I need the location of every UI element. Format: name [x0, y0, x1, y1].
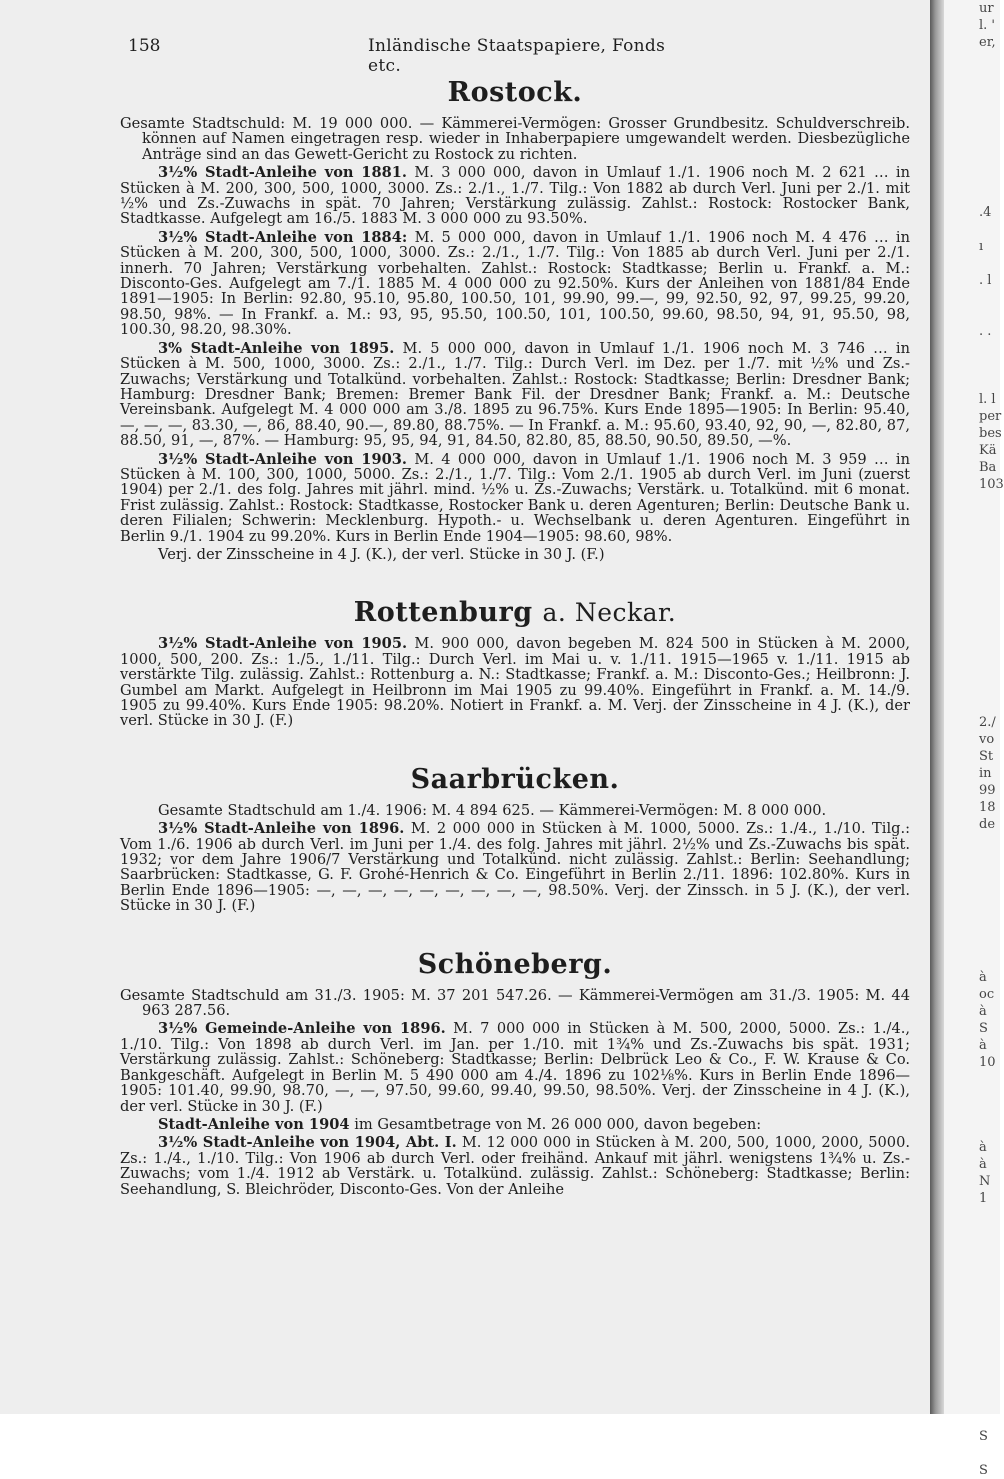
- rostock-loan-1903: [120, 452, 910, 544]
- schoeneberg-loan-1904-intro: [120, 1117, 910, 1132]
- fragment-line: [944, 289, 1000, 306]
- city-name: Rottenburg: [353, 597, 533, 629]
- fragment-line: S: [979, 1463, 988, 1478]
- fragment-line: [944, 68, 1000, 85]
- fragment-line: oc: [979, 987, 995, 1002]
- fragment-line: [944, 306, 1000, 323]
- fragment-line: [944, 901, 1000, 918]
- fragment-line: à: [979, 1157, 987, 1172]
- fragment-line: [944, 612, 1000, 629]
- fragment-line: de: [979, 817, 996, 832]
- fragment-line: [944, 1224, 1000, 1241]
- rostock-verjaehrung: Verj. der Zinsscheine in 4 J. (K.), der verl. Stücke in 30 J. (F.): [158, 545, 605, 563]
- fragment-line: [944, 527, 1000, 544]
- fragment-line: [944, 935, 1000, 952]
- fragment-line: [944, 884, 1000, 901]
- fragment-line: [944, 1122, 1000, 1139]
- section-title-schoeneberg: Schöneberg.: [417, 948, 613, 980]
- loan-text: M. 5 000 000, davon in Umlauf 1./1. 1906 noch M. 3 746 … in Stücken à M. 500, 1000, 3000. Zs.: 2./1., 1./7. Tilg.: Durch Verl. im Dez. per 1./7. mit ½% und Zs.-Zuwachs; Verstärkung und Totalkünd. vorbehalten. Zahlst.: Rostock: Stadtkasse; Berlin: Dresdner Bank; Hamburg: Dresdner Bank; Bremen: Bremer Bank Fil. der Dresdner Bank; Frankf. a. M.: Deutsche Vereinsbank. Aufgelegt M. 4 000 000 am 3./8. 1895 zu 96.75%. Kurs Ende 1895—1905: In Berlin: 95.40, —, —, —, 83.30, —, 86, 88.40, 90.—, 89.80, 88.75%. — In Frankf. a. M.: 95.60, 93.40, 92, 90, —, 82.80, 87, 88.50, 91, —, 87%. — Hamburg: 95, 95, 94, 91, 84.50, 82.80, 85, 88.50, 90.50, 89.50, —%.: [120, 339, 910, 450]
- fragment-line: [944, 1292, 1000, 1309]
- loan-heading: 3½% Stadt-Anleihe von 1884:: [158, 228, 408, 246]
- fragment-line: er,: [979, 35, 996, 50]
- schoeneberg-loan-1896: [120, 1021, 910, 1113]
- loan-heading: 3½% Stadt-Anleihe von 1904, Abt. I.: [158, 1134, 457, 1152]
- loan-heading: Stadt-Anleihe von 1904: [158, 1115, 350, 1133]
- fragment-line: [944, 867, 1000, 884]
- fragment-line: St: [979, 749, 994, 764]
- fragment-line: à: [979, 1004, 987, 1019]
- rottenburg-loan-1905: [120, 636, 910, 728]
- fragment-line: 10: [979, 1055, 996, 1070]
- fragment-line: [944, 119, 1000, 136]
- fragment-line: vo: [979, 732, 995, 747]
- fragment-line: 1: [979, 1191, 988, 1206]
- fragment-line: N: [979, 1174, 991, 1189]
- fragment-line: 2./: [979, 715, 996, 730]
- fragment-line: 103: [979, 477, 1004, 492]
- fragment-line: [944, 1309, 1000, 1326]
- fragment-line: [944, 1445, 1000, 1462]
- loan-heading: 3½% Stadt-Anleihe von 1896.: [158, 820, 405, 838]
- fragment-line: [944, 1241, 1000, 1258]
- fragment-line: bes: [979, 426, 1002, 441]
- fragment-line: [944, 918, 1000, 935]
- fragment-line: l. l: [979, 392, 996, 407]
- saarbruecken-intro: Gesamte Stadtschuld am 1./4. 1906: M. 4 894 625. — Kämmerei-Vermögen: M. 8 000 000.: [158, 801, 827, 819]
- rostock-loan-1884: [120, 230, 910, 338]
- loan-heading: 3½% Stadt-Anleihe von 1903.: [158, 450, 408, 468]
- loan-heading: 3½% Stadt-Anleihe von 1905.: [158, 635, 408, 653]
- fragment-line: [944, 680, 1000, 697]
- section-saarbruecken: [120, 765, 910, 914]
- fragment-line: [944, 1411, 1000, 1428]
- fragment-line: . .: [979, 324, 992, 339]
- fragment-line: [944, 629, 1000, 646]
- fragment-line: [944, 697, 1000, 714]
- fragment-line: Ba: [979, 460, 997, 475]
- fragment-line: [944, 153, 1000, 170]
- fragment-line: . l: [979, 273, 992, 288]
- fragment-line: .4: [979, 205, 992, 220]
- fragment-line: [944, 340, 1000, 357]
- fragment-line: l. ': [979, 18, 995, 33]
- fragment-line: [944, 595, 1000, 612]
- fragment-line: [944, 1105, 1000, 1122]
- fragment-line: [944, 646, 1000, 663]
- fragment-line: ı: [979, 239, 984, 254]
- fragment-line: [944, 187, 1000, 204]
- loan-text: M. 7 000 000 in Stücken à M. 500, 2000, 5000. Zs.: 1./4., 1./10. Tilg.: Von 1898 ab durch Verl. im Jan. per 1./10. mit 1¾% und Zs.-Zuwachs bis spät. 1931; Verstärkung zulässig. Zahlst.: Schöneberg: Stadtkasse; Berlin: Delbrück Leo & Co., F. W. Krause & Co. Bankgeschäft. Aufgelegt in Berlin M. 5 490 000 am 4./4. 1896 zu 102⅛%. Kurs in Berlin Ende 1896—1905: 101.40, 99.90, 98.70, —, —, 97.50, 99.60, 99.40, 99.50, 98.50%. Verj. der Zinsscheine in 4 J. (K.), der verl. Stücke in 30 J. (F.): [120, 1020, 911, 1115]
- page-header: [128, 36, 688, 76]
- loan-text: M. 5 000 000, davon in Umlauf 1./1. 1906 noch M. 4 476 … in Stücken à M. 200, 300, 500, 1000, 3000. Zs.: 2./1., 1./7. Tilg.: Von 1885 ab durch Verl. Juni per 2./1. innerh. 70 Jahren; Verstärkung vorbehalten. Zahlst.: Rostock: Stadtkasse; Berlin u. Frankf. a. M.: Disconto-Ges. Aufgelegt am 7./1. 1885 M. 4 000 000 zu 92.50%. Kurs der Anleihen von 1881/84 Ende 1891—1905: In Berlin: 92.80, 95.10, 95.80, 100.50, 101, 99.90, 99.—, 99, 92.50, 92, 97, 99.25, 99.20, 98.50, 98%. — In Frankf. a. M.: 93, 95, 95.50, 100.50, 101, 100.50, 99.60, 98.50, 94, 91, 95.50, 98, 100.30, 98.20, 98.30%.: [120, 228, 910, 339]
- fragment-line: à: [979, 1140, 987, 1155]
- fragment-line: [944, 578, 1000, 595]
- rostock-loan-1881: [120, 165, 910, 227]
- fragment-line: [944, 544, 1000, 561]
- fragment-line: [944, 1394, 1000, 1411]
- section-rottenburg: [120, 598, 910, 728]
- fragment-line: in: [979, 766, 992, 781]
- fragment-line: 99: [979, 783, 996, 798]
- section-title-rottenburg: [120, 598, 910, 628]
- fragment-line: à: [979, 1038, 987, 1053]
- fragment-line: [944, 1088, 1000, 1105]
- fragment-line: [944, 850, 1000, 867]
- city-suffix: a. Neckar.: [542, 598, 677, 628]
- fragment-line: [944, 1360, 1000, 1377]
- section-title-rostock: Rostock.: [447, 77, 583, 108]
- loan-text: M. 12 000 000 in Stücken à M. 200, 500, 1000, 2000, 5000. Zs.: 1./4., 1./10. Tilg.: Von 1906 ab durch Verl. oder freihänd. Ankauf mit jährl. wenigstens 1¾% u. Zs.-Zuwachs; vom 1./4. 1912 ab Verstärk. u. Totalkünd. zulässig. Zahlst.: Schöneberg: Stadtkasse; Berlin: Seehandlung, S. Bleichröder, Disconto-Ges. Von der Anleihe: [120, 1134, 911, 1198]
- fragment-line: [944, 493, 1000, 510]
- page-number: 158: [128, 36, 161, 56]
- loan-heading: 3% Stadt-Anleihe von 1895.: [158, 339, 395, 357]
- fragment-line: [944, 833, 1000, 850]
- fragment-line: [944, 1258, 1000, 1275]
- schoeneberg-loan-1904-abt1: [120, 1135, 910, 1197]
- fragment-line: [944, 1377, 1000, 1394]
- fragment-line: à: [979, 970, 987, 985]
- loan-text: M. 2 000 000 in Stücken à M. 1000, 5000. Zs.: 1./4., 1./10. Tilg.: Vom 1./6. 1906 ab durch Verl. im Juni per 1./4. des folg. Jahres mit jährl. 2½% und Zs.-Zuwachs bis spät. 1932; vor dem Jahre 1906/7 Verstärkung und Totalkünd. nicht zulässig. Zahlst.: Berlin: Seehandlung; Saarbrücken: Stadtkasse, G. F. Grohé-Henrich & Co. Eingeführt in Berlin 2./11. 1896: 102.80%. Kurs in Berlin Ende 1896—1905: —, —, —, —, —, —, —, —, —, 98.50%. Verj. der Zinssch. in 5 J. (K.), der verl. Stücke in 30 J. (F.): [120, 820, 911, 915]
- page-content: [120, 78, 910, 1211]
- fragment-line: [944, 510, 1000, 527]
- fragment-line: [944, 1071, 1000, 1088]
- fragment-line: [944, 1275, 1000, 1292]
- section-title-saarbruecken: Saarbrücken.: [410, 763, 620, 795]
- fragment-line: 18: [979, 800, 996, 815]
- fragment-line: [944, 1343, 1000, 1360]
- adjacent-page-fragment: [944, 0, 1004, 1478]
- fragment-line: [944, 374, 1000, 391]
- section-schoeneberg: [120, 950, 910, 1197]
- rostock-loan-1895: [120, 341, 910, 449]
- fragment-line: [944, 85, 1000, 102]
- loan-heading: 3½% Stadt-Anleihe von 1881.: [158, 164, 408, 182]
- fragment-line: Kä: [979, 443, 997, 458]
- fragment-line: [944, 255, 1000, 272]
- loan-heading: 3½% Gemeinde-Anleihe von 1896.: [158, 1020, 446, 1038]
- fragment-line: [944, 952, 1000, 969]
- fragment-line: [944, 357, 1000, 374]
- fragment-line: [944, 102, 1000, 119]
- running-title: Inländische Staatspapiere, Fonds etc.: [368, 36, 666, 76]
- saarbruecken-loan-1896: [120, 821, 910, 913]
- section-rostock: [120, 78, 910, 562]
- fragment-line: S: [979, 1021, 988, 1036]
- loan-text: M. 4 000 000, davon in Umlauf 1./1. 1906 noch M. 3 959 … in Stücken à M. 100, 300, 1000, 5000. Zs.: 2./1., 1./7. Tilg.: Vom 2./1. 1905 ab durch Verl. im Juni (zuerst 1904) per 2./1. des folg. Jahres mit jährl. mind. ½% u. Zs.-Zuwachs; Verstärk. u. Totalkünd. mit 6 monat. Frist zulässig. Zahlst.: Rostock: Stadtkasse, Rostocker Bank u. deren Agenturen; Berlin: Deutsche Bank u. deren Filialen; Schwerin: Mecklenburg. Hypoth.- u. Wechselbank u. deren Agenturen. Eingeführt in Berlin 9./1. 1904 zu 99.20%. Kurs in Berlin Ende 1904—1905: 98.60, 98%.: [120, 450, 910, 545]
- rostock-intro: Gesamte Stadtschuld: M. 19 000 000. — Kämmerei-Vermögen: Grosser Grundbesitz. Schuldverschreib. können auf Namen eingetragen resp. wieder in Inhaberpapiere umgewandelt werden. Diesbezügliche Anträge sind an das Gewett-Gericht zu Rostock zu richten.: [120, 115, 910, 163]
- fragment-line: [944, 1207, 1000, 1224]
- fragment-line: per: [979, 409, 1002, 424]
- loan-text: im Gesamtbetrage von M. 26 000 000, davon begeben:: [354, 1115, 762, 1133]
- fragment-line: [944, 561, 1000, 578]
- fragment-line: [944, 170, 1000, 187]
- schoeneberg-intro: Gesamte Stadtschuld am 31./3. 1905: M. 37 201 547.26. — Kämmerei-Vermögen am 31./3. 1905: M. 44 963 287.56.: [120, 986, 910, 1020]
- fragment-line: [944, 136, 1000, 153]
- loan-text: M. 900 000, davon begeben M. 824 500 in Stücken à M. 2000, 1000, 500, 200. Zs.: 1./5., 1./11. Tilg.: Durch Verl. im Mai u. v. 1./11. 1915—1965 v. 1./11. 1915 ab verstärkte Tilg. zulässig. Zahlst.: Rottenburg a. N.: Stadtkasse; Frankf. a. M.: Disconto-Ges.; Heilbronn: J. Gumbel am Markt. Aufgelegt in Heilbronn im Mai 1905 zu 99.40%. Eingeführt in Frankf. a. M. 14./9. 1905 zu 99.40%. Kurs Ende 1905: 98.20%. Notiert in Frankf. a. M. Verj. der Zinsscheine in 4 J. (K.), der verl. Stücke in 30 J. (F.): [120, 635, 910, 730]
- fragment-line: [944, 51, 1000, 68]
- fragment-line: [944, 663, 1000, 680]
- fragment-line: ur: [979, 1, 994, 16]
- fragment-line: [944, 221, 1000, 238]
- fragment-line: S: [979, 1429, 988, 1444]
- book-gutter: [930, 0, 944, 1414]
- fragment-line: [944, 1326, 1000, 1343]
- loan-text: M. 3 000 000, davon in Umlauf 1./1. 1906 noch M. 2 621 … in Stücken à M. 200, 300, 500, 1000, 3000. Zs.: 2./1., 1./7. Tilg.: Von 1882 ab durch Verl. Juni per 2./1. mit ½% und Zs.-Zuwachs in spät. 70 Jahren; Verstärkung zulässig. Zahlst.: Rostock: Rostocker Bank, Stadtkasse. Aufgelegt am 16./5. 1883 M. 3 000 000 zu 93.50%.: [120, 164, 910, 228]
